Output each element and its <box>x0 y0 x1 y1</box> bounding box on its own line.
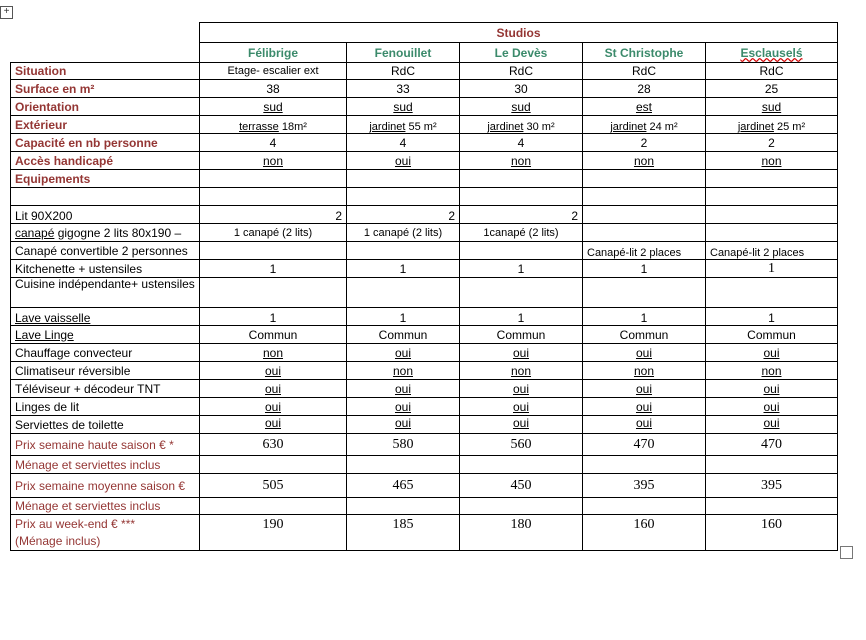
row-label: Prix au week-end € *** (Ménage inclus) <box>11 515 200 551</box>
row-label: Equipements <box>11 170 200 188</box>
table-cell: oui <box>512 416 529 430</box>
price-cell: 395 <box>583 474 706 498</box>
studio-name: Félibrige <box>200 43 347 63</box>
table-row <box>11 188 838 206</box>
table-cell: oui <box>763 399 780 414</box>
row-label: Orientation <box>11 98 200 116</box>
table-cell: 2 <box>460 206 583 224</box>
table-cell: 1 canapé (2 lits) <box>347 224 460 242</box>
table-cell: jardinet 24 m² <box>583 116 706 134</box>
row-label: Lave Linge <box>15 327 74 342</box>
table-cell: oui <box>394 399 411 414</box>
table-cell: sud <box>393 99 413 114</box>
row-label: Ménage et serviettes inclus <box>11 456 200 474</box>
row-label: Serviettes de toilette <box>11 416 200 434</box>
studio-name: Esclauselś <box>740 45 803 60</box>
table-row <box>11 398 838 416</box>
table-cell: oui <box>264 399 281 414</box>
table-cell: oui <box>394 345 411 360</box>
table-cell: 1 <box>583 308 706 326</box>
table-cell: Commun <box>200 326 347 344</box>
table-cell: oui <box>635 345 652 360</box>
table-cell: non <box>262 345 284 360</box>
table-cell: oui <box>394 153 411 168</box>
table-cell: 1 <box>460 308 583 326</box>
row-label: Prix semaine moyenne saison € <box>11 474 200 498</box>
row-label: Situation <box>11 63 200 80</box>
table-cell: non <box>633 153 655 168</box>
row-label: Extérieur <box>11 116 200 134</box>
row-label: Surface en m² <box>11 80 200 98</box>
table-cell <box>200 242 347 260</box>
table-cell: Commun <box>347 326 460 344</box>
table-cell: 1 <box>200 308 347 326</box>
price-cell: 560 <box>460 434 583 456</box>
table-move-handle-icon[interactable]: + <box>0 6 13 19</box>
table-cell: oui <box>635 381 652 396</box>
table-cell <box>706 224 838 242</box>
table-cell: 25 <box>706 80 838 98</box>
row-label: Cuisine indépendante+ ustensiles <box>11 278 200 308</box>
table-cell: 33 <box>347 80 460 98</box>
table-cell: non <box>510 363 532 378</box>
table-cell <box>200 278 347 308</box>
table-cell <box>347 242 460 260</box>
studios-table <box>10 22 838 551</box>
row-label: Téléviseur + décodeur TNT <box>11 380 200 398</box>
price-cell: 395 <box>706 474 838 498</box>
table-cell: oui <box>763 345 780 360</box>
table-cell: 28 <box>583 80 706 98</box>
table-cell: 2 <box>583 134 706 152</box>
price-cell: 470 <box>583 434 706 456</box>
table-row <box>11 326 838 344</box>
table-row <box>11 80 838 98</box>
row-label: Canapé convertible 2 personnes <box>11 242 200 260</box>
table-cell: 1 <box>583 260 706 278</box>
table-cell: oui <box>763 416 780 430</box>
table-cell: oui <box>512 399 529 414</box>
table-cell: oui <box>264 381 281 396</box>
table-row <box>11 344 838 362</box>
table-cell: RdC <box>347 63 460 80</box>
table-cell: RdC <box>706 63 838 80</box>
table-cell: 4 <box>200 134 347 152</box>
table-row <box>11 434 838 456</box>
price-cell: 160 <box>706 515 838 551</box>
table-cell: jardinet 30 m² <box>460 116 583 134</box>
empty-corner-cell <box>11 23 200 43</box>
row-label: Lave vaisselle <box>15 311 91 325</box>
row-label: Kitchenette + ustensiles <box>11 260 200 278</box>
empty-corner-cell <box>11 43 200 63</box>
table-cell: 1 <box>200 260 347 278</box>
table-cell: Etage- escalier ext <box>200 63 347 80</box>
table-cell: 1 canapé (2 lits) <box>200 224 347 242</box>
table-cell: oui <box>763 381 780 396</box>
table-cell: 2 <box>706 134 838 152</box>
table-row <box>11 416 838 434</box>
price-cell: 580 <box>347 434 460 456</box>
table-cell: est <box>635 99 652 114</box>
table-row <box>11 456 838 474</box>
price-cell: 450 <box>460 474 583 498</box>
row-label: Chauffage convecteur <box>11 344 200 362</box>
table-row <box>11 170 838 188</box>
studios-header: Studios <box>200 23 838 43</box>
table-cell <box>706 278 838 308</box>
price-cell: 160 <box>583 515 706 551</box>
studio-name: Le Devès <box>460 43 583 63</box>
table-cell: Commun <box>706 326 838 344</box>
table-row <box>11 474 838 498</box>
table-row <box>11 380 838 398</box>
table-cell: non <box>392 363 414 378</box>
table-cell: jardinet 25 m² <box>706 116 838 134</box>
table-cell: non <box>262 153 284 168</box>
row-label: Ménage et serviettes inclus <box>11 498 200 515</box>
row-label: Lit 90X200 <box>11 206 200 224</box>
table-cell: RdC <box>460 63 583 80</box>
table-cell: 2 <box>347 206 460 224</box>
table-row <box>11 260 838 278</box>
table-cell: 1 <box>347 308 460 326</box>
table-cell: sud <box>761 99 782 114</box>
table-row <box>11 224 838 242</box>
table-row <box>11 152 838 170</box>
table-cell <box>460 242 583 260</box>
table-cell: Canapé-lit 2 places <box>583 242 706 260</box>
table-row <box>11 278 838 308</box>
table-cell: non <box>633 363 655 378</box>
row-label: Capacité en nb personne <box>11 134 200 152</box>
table-row <box>11 498 838 515</box>
table-cell: non <box>761 363 782 378</box>
price-cell: 470 <box>706 434 838 456</box>
table-row <box>11 43 838 63</box>
table-cell: oui <box>635 416 652 430</box>
table-cell: 1 <box>706 308 838 326</box>
price-cell: 185 <box>347 515 460 551</box>
table-cell: 1canapé (2 lits) <box>460 224 583 242</box>
price-cell: 505 <box>200 474 347 498</box>
table-cell: oui <box>394 416 411 430</box>
table-cell <box>583 278 706 308</box>
table-cell: 2 <box>200 206 347 224</box>
row-label: Accès handicapé <box>11 152 200 170</box>
table-cell: 1 <box>347 260 460 278</box>
table-cell: non <box>761 153 782 168</box>
table-cell: sud <box>263 99 283 114</box>
table-cell: oui <box>394 381 411 396</box>
table-cell: oui <box>512 381 529 396</box>
studio-name: Fenouillet <box>347 43 460 63</box>
table-cell: 4 <box>460 134 583 152</box>
table-row <box>11 134 838 152</box>
table-cell: Commun <box>583 326 706 344</box>
table-cell: oui <box>264 416 281 430</box>
studio-name: St Christophe <box>583 43 706 63</box>
table-cell: oui <box>635 399 652 414</box>
row-label: Prix semaine haute saison € * <box>11 434 200 456</box>
table-cell: sud <box>511 99 531 114</box>
table-cell <box>706 206 838 224</box>
table-row <box>11 515 838 551</box>
table-cell: 1 <box>460 260 583 278</box>
table-cell: 4 <box>347 134 460 152</box>
table-resize-handle-icon[interactable] <box>840 546 853 559</box>
table-row <box>11 63 838 80</box>
table-cell: RdC <box>583 63 706 80</box>
table-cell: 30 <box>460 80 583 98</box>
row-label: canapé gigogne 2 lits 80x190 – <box>11 224 200 242</box>
table-cell: 38 <box>200 80 347 98</box>
table-cell: jardinet 55 m² <box>347 116 460 134</box>
table-cell: oui <box>512 345 529 360</box>
price-cell: 190 <box>200 515 347 551</box>
table-cell <box>347 278 460 308</box>
table-cell: terrasse 18m² <box>200 116 347 134</box>
table-row <box>11 362 838 380</box>
table-row <box>11 98 838 116</box>
table-cell: non <box>510 153 532 168</box>
table-cell: Commun <box>460 326 583 344</box>
table-row <box>11 206 838 224</box>
table-row <box>11 23 838 43</box>
table-cell <box>583 224 706 242</box>
row-label: Linges de lit <box>11 398 200 416</box>
table-row <box>11 308 838 326</box>
table-row <box>11 242 838 260</box>
price-cell: 465 <box>347 474 460 498</box>
table-cell <box>460 278 583 308</box>
table-cell: Canapé-lit 2 places <box>706 242 838 260</box>
price-cell: 630 <box>200 434 347 456</box>
table-cell: oui <box>264 363 281 378</box>
table-cell <box>583 206 706 224</box>
price-cell: 180 <box>460 515 583 551</box>
row-label: Climatiseur réversible <box>11 362 200 380</box>
table-row <box>11 116 838 134</box>
table-cell: 1 <box>706 260 838 278</box>
